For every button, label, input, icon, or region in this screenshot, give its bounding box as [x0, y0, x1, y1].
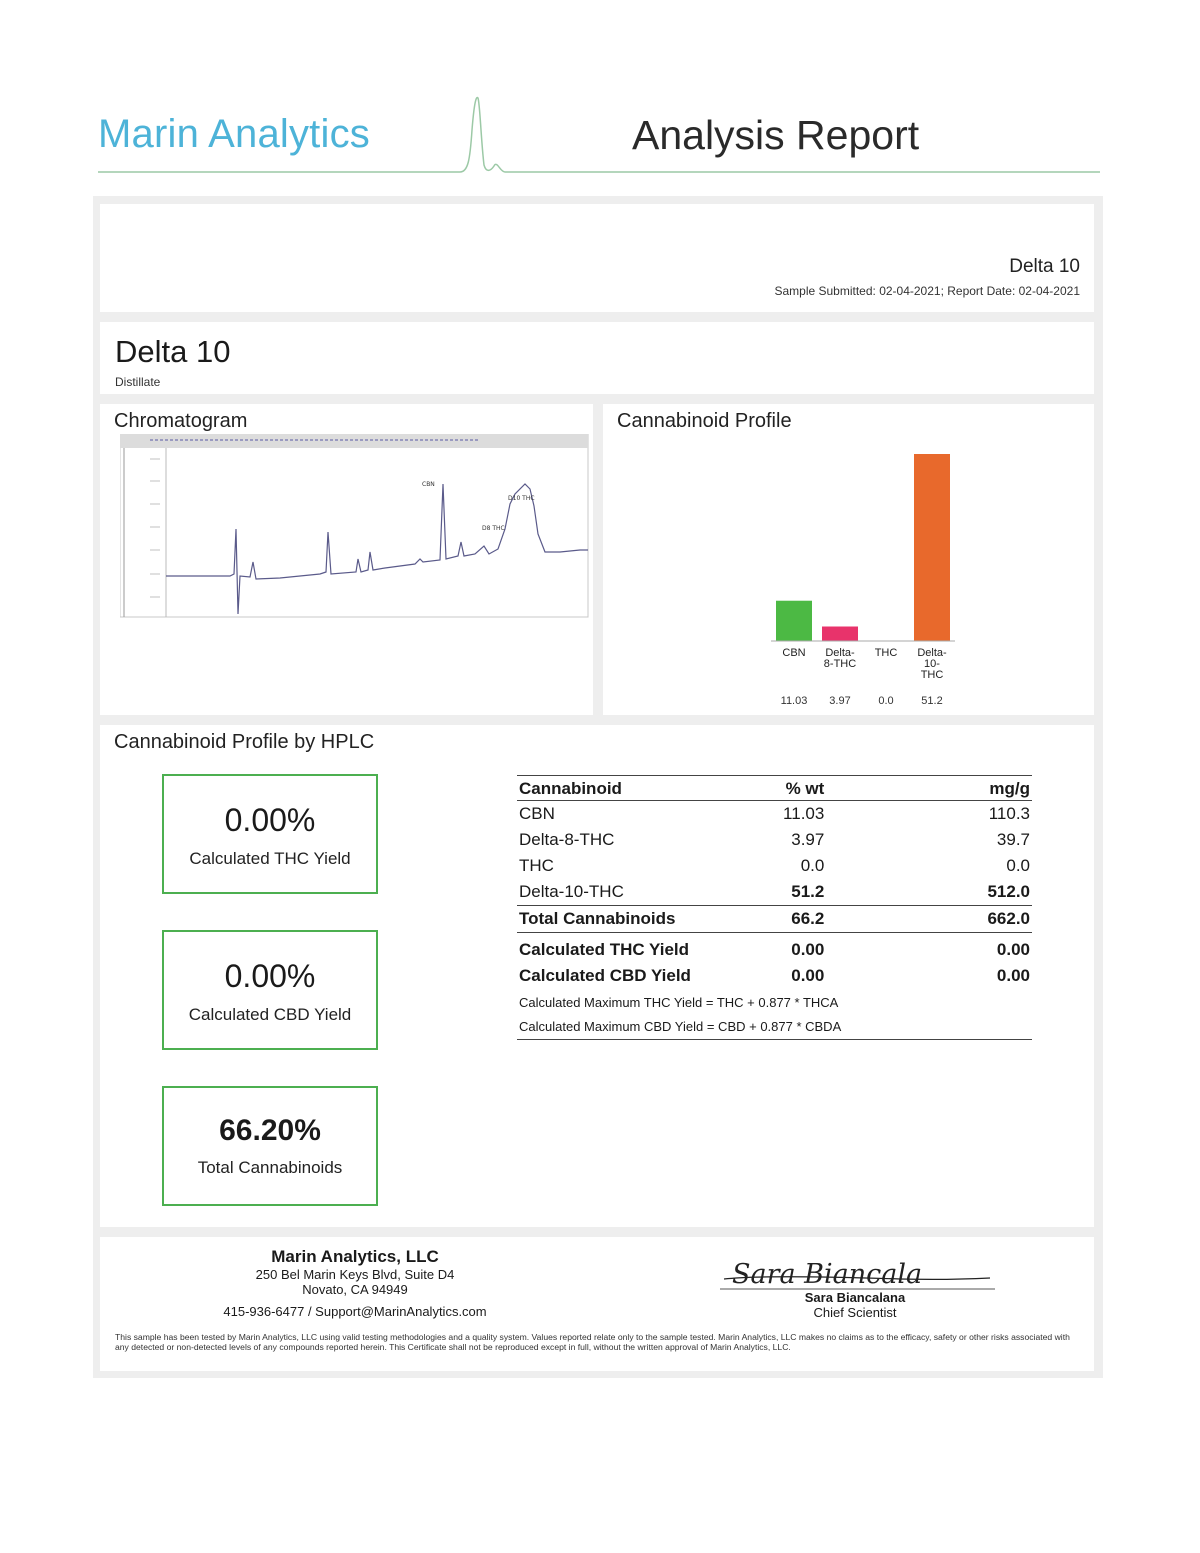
bar-delta-8-thc: [822, 627, 858, 641]
thc-yield-row: [517, 933, 1032, 964]
row-pct-wt: 11.03: [783, 804, 825, 823]
formula-thc: Calculated Maximum THC Yield = THC + 0.877 * THCA: [519, 995, 839, 1010]
row-cannabinoid: Delta-8-THC: [519, 830, 615, 849]
total-cannabinoids-box: [162, 1086, 378, 1206]
category-label: THC: [874, 647, 898, 659]
category-label: THC: [920, 669, 944, 681]
total-pct-wt: 66.2: [735, 906, 974, 933]
brand-logo-text: Marin Analytics: [98, 112, 370, 156]
total-label: Total Cannabinoids: [517, 906, 735, 933]
cbd-yield-box: [162, 930, 378, 1050]
thc-yield-row-pct: 0.00: [791, 940, 825, 959]
product-name: Delta 10: [115, 334, 231, 369]
hplc-title: Cannabinoid Profile by HPLC: [114, 731, 375, 753]
category-label: Delta-: [917, 647, 947, 659]
formula-row-thc: [517, 989, 1032, 1015]
sample-dates: Sample Submitted: 02-04-2021; Report Date: 02-04-2021: [774, 284, 1080, 298]
peak-label-d10: D10 THC: [508, 495, 535, 502]
thc-yield-box: [162, 774, 378, 894]
total-cannabinoids-value: 66.20%: [219, 1114, 321, 1147]
report-title: Analysis Report: [632, 112, 920, 158]
row-mg-g: 512.0: [987, 882, 1030, 901]
row-mg-g: 0.0: [1006, 856, 1030, 875]
category-label: 8-THC: [823, 658, 857, 670]
product-panel: [100, 322, 1094, 394]
row-mg-g: 39.7: [996, 830, 1030, 849]
formula-cbd: Calculated Maximum CBD Yield = CBD + 0.877 * CBDA: [517, 1015, 1032, 1040]
signer-name: Sara Biancalana: [804, 1290, 906, 1305]
cbd-yield-row: [517, 963, 1032, 989]
formula-row-cbd: [517, 1015, 1032, 1040]
value-label: 11.03: [780, 695, 808, 707]
table-row: [517, 827, 1032, 853]
signature: [720, 1245, 995, 1291]
signer-title: Chief Scientist: [813, 1305, 897, 1320]
peak-label-d8: D8 THC: [482, 525, 505, 532]
signature-text: Sara Biancala: [732, 1259, 923, 1290]
col-header-mg-g: mg/g: [974, 776, 1032, 801]
product-type: Distillate: [115, 375, 161, 389]
row-cannabinoid: CBN: [519, 804, 555, 823]
bar-cbn: [776, 601, 812, 641]
disclaimer-text: This sample has been tested by Marin Analytics, LLC using valid testing methodologies and a quality system. Values reported relate only to the sample tested. Marin Analytics, LLC makes no claims as to the efficacy, safety or other risks associated with any detected or non-detected levels of any compounds reported herein. This Certificate shall not be reproduced except in full, without the written approval of Marin Analytics, LLC.: [115, 1332, 1070, 1352]
category-label: Delta-: [825, 647, 855, 659]
table-row: [517, 853, 1032, 879]
lab-address-line1: 250 Bel Marin Keys Blvd, Suite D4: [255, 1267, 455, 1282]
header-peak-line: [0, 0, 1200, 200]
hplc-results-table: [517, 775, 1032, 1040]
cbd-yield-row-mg: 0.00: [996, 966, 1030, 985]
total-row: [517, 906, 1032, 933]
row-pct-wt: 3.97: [791, 830, 825, 849]
peak-label-cbn: CBN: [422, 481, 435, 488]
profile-panel: [603, 404, 1094, 715]
chromatogram-title: Chromatogram: [114, 410, 248, 432]
row-mg-g: 110.3: [988, 804, 1030, 823]
lab-contact: 415-936-6477 / Support@MarinAnalytics.com: [223, 1304, 487, 1319]
profile-title: Cannabinoid Profile: [617, 410, 792, 432]
cannabinoid-bar-chart: [753, 444, 983, 709]
bar-delta-10-thc: [914, 454, 950, 641]
cbd-yield-row-pct: 0.00: [791, 966, 825, 985]
col-header-cannabinoid: Cannabinoid: [517, 776, 735, 801]
row-cannabinoid: THC: [519, 856, 554, 875]
total-cannabinoids-label: Total Cannabinoids: [197, 1158, 343, 1177]
chromatogram-panel: [100, 404, 593, 715]
category-label: 10-: [924, 658, 940, 670]
table-row: [517, 801, 1032, 828]
value-label: 3.97: [829, 695, 851, 707]
value-label: 51.2: [921, 695, 943, 707]
cbd-yield-label: Calculated CBD Yield: [188, 1005, 352, 1024]
row-pct-wt: 0.0: [800, 856, 825, 875]
chromatogram-image: [120, 434, 590, 619]
table-row: [517, 879, 1032, 906]
thc-yield-label: Calculated THC Yield: [189, 849, 351, 868]
cbd-yield-value: 0.00%: [224, 958, 316, 994]
cbd-yield-row-label: Calculated CBD Yield: [519, 966, 691, 985]
row-pct-wt: 51.2: [791, 882, 825, 901]
value-label: 0.0: [878, 695, 894, 707]
category-label: CBN: [782, 647, 806, 659]
hplc-panel: [100, 725, 1094, 1227]
footer-panel: [100, 1237, 1094, 1371]
col-header-pct-wt: % wt: [735, 776, 974, 801]
lab-address-line2: Novato, CA 94949: [302, 1282, 408, 1297]
row-cannabinoid: Delta-10-THC: [519, 882, 624, 901]
sample-info-panel: [100, 204, 1094, 312]
thc-yield-value: 0.00%: [224, 802, 316, 838]
thc-yield-row-mg: 0.00: [996, 940, 1030, 959]
sample-name: Delta 10: [1009, 256, 1080, 277]
lab-name: Marin Analytics, LLC: [271, 1247, 439, 1266]
table-header-row: [517, 776, 1032, 801]
total-mg-g: 662.0: [974, 906, 1032, 933]
thc-yield-row-label: Calculated THC Yield: [519, 940, 690, 959]
